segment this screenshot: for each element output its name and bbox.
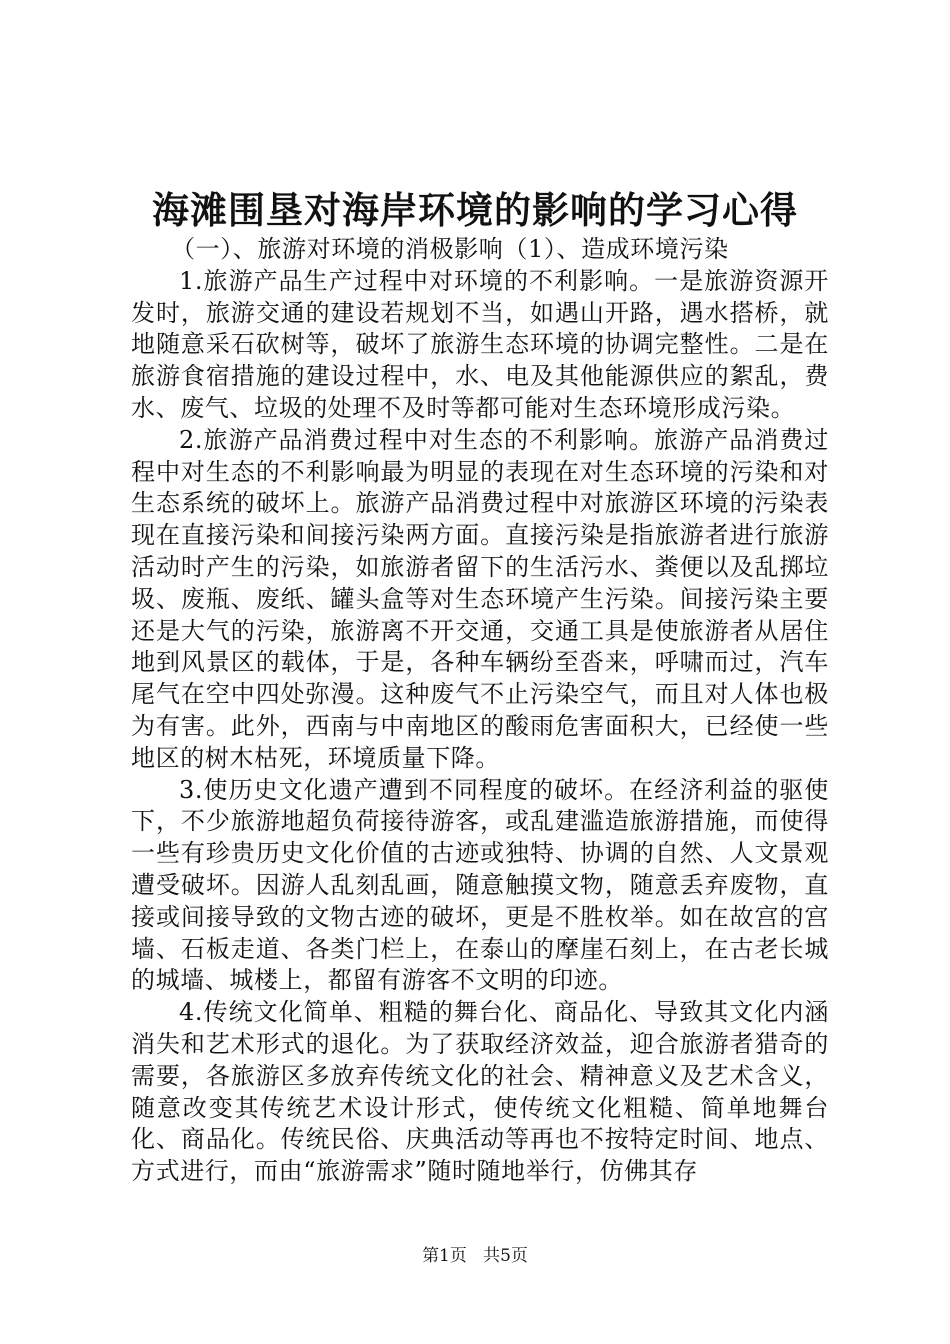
section-heading: （一）、旅游对环境的消极影响（1）、造成环境污染 [171,235,729,263]
paragraph-1: 1.旅游产品生产过程中对环境的不利影响。一是旅游资源开发时，旅游交通的建设若规划不当，如遇山开路，遇水搭桥，就地随意采石砍树等，破坏了旅游生态环境的协调完整性。二是在旅游食宿措施的建设过程中，水、电及其他能源供应的絮乱，费水、废气、垃圾的处理不及时等都可能对生态环境形成污染。 [131,266,829,422]
document-body [131,234,829,1188]
page-total: 共5页 [483,1246,528,1266]
paragraph-3: 3.使历史文化遗产遭到不同程度的破坏。在经济利益的驱使下，不少旅游地超负荷接待游客，或乱建滥造旅游措施，而使得一些有珍贵历史文化价值的古迹或独特、协调的自然、人文景观遭受破坏。因游人乱刻乱画，随意触摸文物，随意丢弃废物，直接或间接导致的文物古迹的破坏，更是不胜枚举。如在故宫的宫墙、石板走道、各类门栏上，在泰山的摩崖石刻上，在古老长城的城墙、城楼上，都留有游客不文明的印迹。 [131,775,829,995]
paragraph-4: 4.传统文化简单、粗糙的舞台化、商品化、导致其文化内涵消失和艺术形式的退化。为了获取经济效益，迎合旅游者猎奇的需要，各旅游区多放弃传统文化的社会、精神意义及艺术含义，随意改变其传统艺术设计形式，使传统文化粗糙、简单地舞台化、商品化。传统民俗、庆典活动等再也不按特定时间、地点、方式进行，而由“旅游需求”随时随地举行，仿佛其存 [131,998,829,1186]
page-separator [472,1246,477,1266]
page-number: 第1页 [422,1246,467,1266]
paragraph-2: 2.旅游产品消费过程中对生态的不利影响。旅游产品消费过程中对生态的不利影响最为明显的表现在对生态环境的污染和对生态系统的破坏上。旅游产品消费过程中对旅游区环境的污染表现在直接污染和间接污染两方面。直接污染是指旅游者进行旅游活动时产生的污染，如旅游者留下的生活污水、粪便以及乱掷垃圾、废瓶、废纸、罐头盒等对生态环境产生污染。间接污染主要还是大气的污染，旅游离不开交通，交通工具是使旅游者从居住地到风景区的载体，于是，各种车辆纷至沓来，呼啸而过，汽车尾气在空中四处弥漫。这种废气不止污染空气，而且对人体也极为有害。此外，西南与中南地区的酸雨危害面积大，已经使一些地区的树木枯死，环境质量下降。 [131,425,829,772]
page-footer [0,1244,950,1268]
document-title: 海滩围垦对海岸环境的影响的学习心得 [152,188,798,232]
